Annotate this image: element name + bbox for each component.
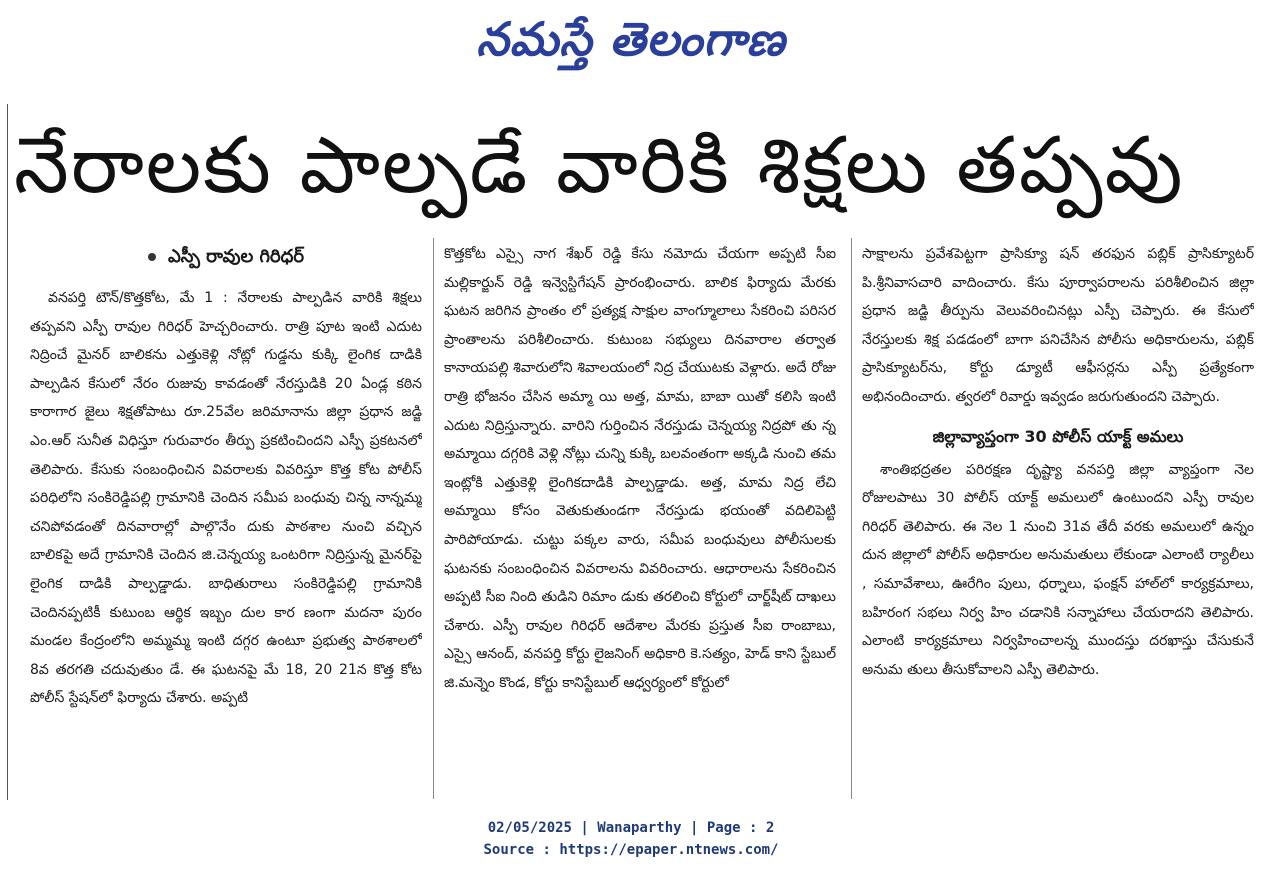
edition-info: 02/05/2025 | Wanaparthy | Page : 2 bbox=[487, 820, 775, 836]
headline-text: నేరాలకు పాల్పడే వారికి శిక్షలు తప్పవు bbox=[14, 121, 1185, 211]
frame-border bbox=[7, 104, 8, 800]
article-column-1 bbox=[30, 236, 422, 801]
subheading: జిల్లావ్యాప్తంగా 30 పోలీస్ యాక్ట్ అమలు bbox=[932, 426, 1184, 446]
column-divider bbox=[433, 238, 434, 799]
masthead bbox=[0, 6, 1262, 72]
byline-text: ఎస్పీ రావుల గిరిధర్ bbox=[167, 245, 305, 267]
bullet-icon bbox=[148, 253, 156, 261]
page-footer bbox=[0, 817, 1262, 861]
newspaper-title: నమస్తే తెలంగాణ bbox=[476, 12, 786, 66]
article-paragraph: కొత్తకోట ఎస్సై నాగ శేఖర్ రెడ్డి కేసు నమోదు చేయగా అప్పటి సీఐ మల్లికార్జున్ రెడ్డి ఇన్వెస్టిగేషన్ ప్రారంభించారు. బాలిక ఫిర్యాదు మేరకు ఘటన జరిగిన ప్రాంతం లో ప్రత్యక్ష సాక్షుల వాంగ్మూలాలు సేకరించి పరిసర ప్రాంతాలను పరిశీలించారు. కుటుంబ సభ్యులు దినవారాల తర్వాత కానాయపల్లి శివారులోని శివాలయంలో నిద్ర చేయుటకు వెళ్లారు. అదే రోజు రాత్రి భోజనం చేసిన అమ్మా యి అత్త, మామ, బాబా యితో కలిసి ఇంటి ఎదుట నిద్రిస్తున్నారు. వారిని గుర్తించిన నేరస్తుడు చెన్నయ్య నిద్రపో తు న్న అమ్మాయి దగ్గరికి వెళ్లి నోట్లు చున్ని కుక్కి బలవంతంగా అక్కడి నుంచి తమ ఇంట్లోకి ఎత్తుకెళ్లి లైంగికదాడికి పాల్పడ్డాడు. అత్త, మామ నిద్ర లేచి అమ్మాయి కోసం వెతుకుతుండగా నేరస్తుడు భయంతో వదిలిపెట్టి పారిపోయాడు. చుట్టు పక్కల వారు, సమీప బంధువులు పోలీసులకు ఘటనకు సంబంధించిన వివరాలను వివరించారు. ఆధారాలను సేకరించిన అప్పటి సీఐ నింది తుడిని రిమాం డుకు తరలించి కోర్టులో చార్జ్‌షీట్ దాఖలు చేశారు. ఎస్పీ రావుల గిరిధర్ ఆదేశాల మేరకు ప్రస్తుత సీఐ రాంబాబు, ఎస్సై ఆనంద్, వనపర్తి కోర్టు లైజనింగ్ అధికారి కె.సత్యం, హెడ్ కాని స్టేబుల్ జి.మన్నెం కొండ, కోర్టు కానిస్టేబుల్ ఆధ్వర్యంలో కోర్టులో bbox=[444, 246, 836, 691]
article-paragraph: సాక్షాలను ప్రవేశపెట్టగా ప్రాసిక్యూ షన్ తరఫున పబ్లిక్ ప్రాసిక్యూటర్ పి.శ్రీనివాసచారి వాదించారు. కేసు పూర్వాపరాలను పరిశీలించిన జిల్లా ప్రధాన జడ్జి తీర్పును వెలువరించినట్లు ఎస్పీ చెప్పారు. ఈ కేసులో నేరస్తులకు శిక్ష పడడంలో బాగా పనిచేసిన పోలీసు అధికారులను, పబ్లిక్ ప్రాసిక్యూటర్‌ను, కోర్టు డ్యూటీ ఆఫీసర్లను ఎస్పీ ప్రత్యేకంగా అభినందించారు. త్వరలో రివార్డు ఇవ్వడం జరుగుతుందని చెప్పారు. bbox=[862, 246, 1254, 405]
source-link: Source : https://epaper.ntnews.com/ bbox=[483, 842, 779, 858]
article-paragraph: వనపర్తి టౌన్/కొత్తకోట, మే 1 : నేరాలకు పాల్పడిన వారికి శిక్షలు తప్పవని ఎస్పీ రావుల గిరిధర్ హెచ్చరించారు. రాత్రి పూట ఇంటి ఎదుట నిద్రించే మైనర్ బాలికను ఎత్తుకెళ్లి నోట్లో గుడ్డను కుక్కి లైంగిక దాడికి పాల్పడిన కేసులో నేరం రుజువు కావడంతో నేరస్తుడికి 20 ఏండ్ల కఠిన కారాగార జైలు శిక్షతోపాటు రూ.25వేల జరిమానాను జిల్లా ప్రధాన జడ్జి ఎం.ఆర్ సునీత విధిస్తూ గురువారం తీర్పు ప్రకటించిందని ఎస్పీ ప్రకటనలో తెలిపారు. కేసుకు సంబంధించిన వివరాలకు వివరిస్తూ కొత్త కోట పోలీస్ పరిధిలోని సంకిరెడ్డిపల్లి గ్రామానికి చెందిన సమీప బంధువు చిన్న నాన్నమ్మ చనిపోవడంతో దినవారాల్లో పాల్గొనేం దుకు పాఠశాల నుంచి వచ్చిన బాలికపై అదే గ్రామానికి చెందిన జి.చెన్నయ్య ఒంటరిగా నిద్రిస్తున్న మైనర్‌పై లైంగిక దాడికి పాల్పడ్డాడు. బాధితురాలు సంకిరెడ్డిపల్లి గ్రామానికి చెందినప్పటికీ కుటుంబ ఆర్థిక ఇబ్బం దుల కార ణంగా మదనా పురం మండల కేంద్రంలోని అమ్మమ్మ ఇంటి దగ్గర ఉంటూ ప్రభుత్వ పాఠశాలలో 8వ తరగతి చదువుతుం డే. ఈ ఘటనపై మే 18, 20 21న కొత్త కోట పోలీస్ స్టేషన్‌లో ఫిర్యాదు చేశారు. అప్పటి bbox=[30, 290, 422, 707]
article-column-3 bbox=[862, 240, 1254, 801]
headline bbox=[14, 110, 1252, 222]
byline bbox=[30, 236, 422, 278]
article-column-2 bbox=[444, 240, 836, 801]
column-divider bbox=[851, 238, 852, 799]
article-paragraph: శాంతిభద్రతల పరిరక్షణ దృష్ట్యా వనపర్తి జిల్లా వ్యాప్తంగా నెల రోజులపాటు 30 పోలీస్ యాక్ట్ అమలులో ఉంటుందని ఎస్పీ రావుల గిరిధర్ తెలిపారు. ఈ నెల 1 నుంచి 31వ తేదీ వరకు అమలులో ఉన్నం దున జిల్లాలో పోలీస్ అధికారుల అనుమతులు లేకుండా ఎలాంటి ర్యాలీలు , సమావేశాలు, ఊరేగిం పులు, ధర్నాలు, ఫంక్షన్ హాల్‌లో కార్యక్రమాలు, బహిరంగ సభలు నిర్వ హిం చడానికి సన్నాహాలు చేయరాదని తెలిపారు. ఎలాంటి కార్యక్రమాలు నిర్వహించాలన్న ముందస్తు దరఖాస్తు చేసుకునే అనుమ తులు తీసుకోవాలని ఎస్పీ తెలిపారు. bbox=[862, 461, 1254, 678]
